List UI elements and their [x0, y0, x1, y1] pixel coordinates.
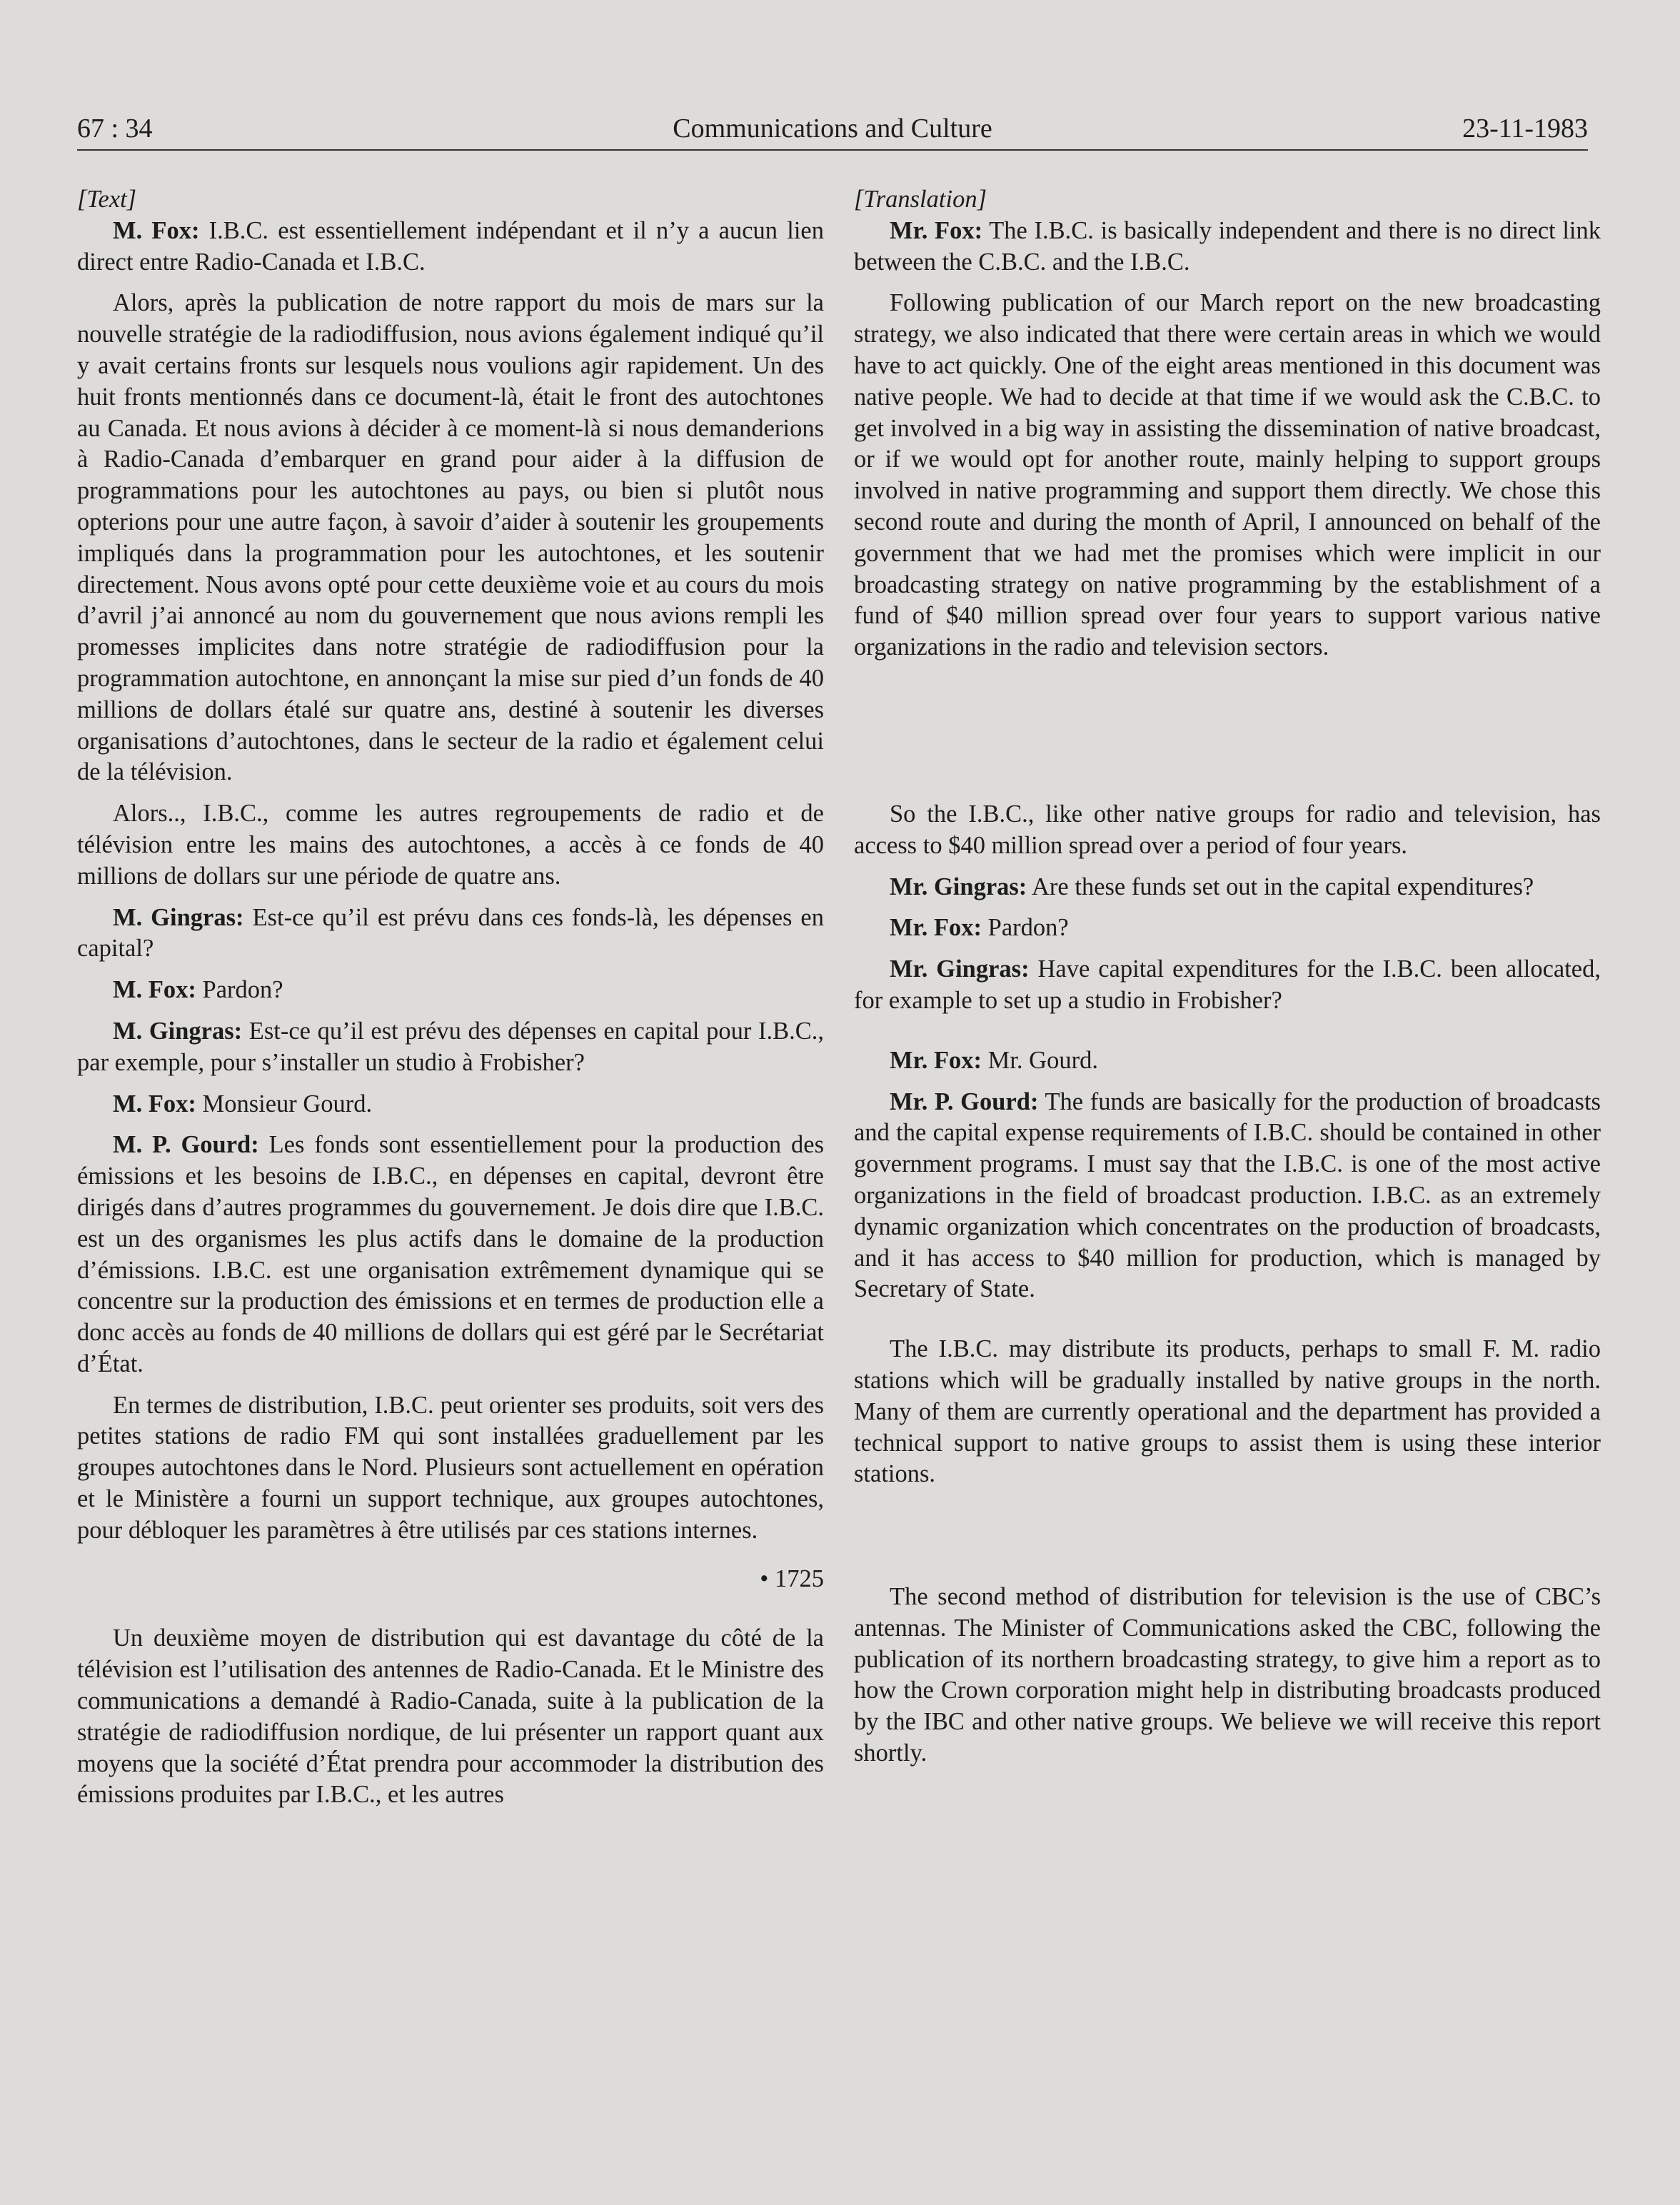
paragraph — [854, 872, 1601, 903]
speech-text: Est-ce qu’il est prévu dans ces fonds-là, les dépenses en capital? — [77, 903, 824, 963]
paragraph: En termes de distribution, I.B.C. peut orienter ses produits, soit vers des petites stations de radio FM qui sont installées graduellement par les groupes autochtones dans le Nord. Plusieurs sont actuellement en opération et le Ministère a fourni un support technique, aux groupes autochtones, pour débloquer les paramètres à être utilisés par ces stations internes. — [77, 1391, 824, 1544]
spacer — [854, 1017, 1601, 1035]
speaker-label: Mr. Fox: — [890, 914, 982, 942]
paragraph — [854, 913, 1601, 944]
speech-text: Mr. Gourd. — [982, 1046, 1098, 1074]
speaker-label: M. Gingras: — [113, 903, 244, 931]
header-rule — [77, 149, 1588, 151]
speech-text: The I.B.C. is basically independent and there is no direct link between the C.B.C. and the I.B.C. — [854, 216, 1601, 276]
page-title: Communications and Culture — [673, 114, 992, 144]
page-date: 23-11-1983 — [1462, 114, 1588, 144]
page-header — [77, 107, 1588, 150]
speaker-label: Mr. Gingras: — [890, 873, 1027, 900]
page-reference: 67 : 34 — [77, 114, 153, 144]
paragraph — [77, 1130, 824, 1380]
speaker-label: M. Gingras: — [113, 1017, 243, 1045]
text-tag: [Text] — [77, 186, 137, 213]
spacer — [854, 1305, 1601, 1324]
french-column — [77, 184, 824, 1811]
paragraph: Un deuxième moyen de distribution qui est davantage du côté de la télévision est l’utilisation des antennes de Radio-Canada. Et le Ministre des communications a demandé à Radio-Canada, suite à la publication de la stratégie de radiodiffusion nordique, de lui présenter un rapport quant aux moyens que la société d’État prendra pour accommoder la distribution des émissions produites par I.B.C., et les autres — [77, 1624, 824, 1809]
speaker-label: M. Fox: — [113, 216, 200, 244]
paragraph — [854, 216, 1601, 278]
paragraph — [77, 903, 824, 965]
speaker-label: M. Fox: — [113, 976, 196, 1004]
spacer — [77, 1594, 824, 1613]
speech-text: Pardon? — [982, 914, 1069, 942]
paragraph — [77, 1016, 824, 1079]
speech-text: Have capital expenditures for the I.B.C. been allocated, for example to set up a studio in Frobisher? — [854, 955, 1601, 1014]
speaker-label: Mr. Fox: — [890, 216, 983, 244]
spacer — [854, 663, 1601, 726]
speech-text: Monsieur Gourd. — [196, 1090, 373, 1117]
paragraph: Following publication of our March report on the new broadcasting strategy, we also indicated that there were certain areas in which we would have to act quickly. One of the eight areas mentioned in this document was native people. We had to decide at that time if we would ask the C.B.C. to get involved in a big way in assisting the dissemination of native broadcast, or if we would opt for another route, mainly helping to support groups involved in native programming and support them directly. We chose this second route and during the month of April, I announced on behalf of the government that we had met the promises which were implicit in our broadcasting strategy on native programming by the establishment of a fund of $40 million spread over four years to support various native organizations in the radio and television sectors. — [854, 289, 1601, 661]
speaker-label: M. Fox: — [113, 1090, 196, 1117]
speech-text: Est-ce qu’il est prévu des dépenses en capital pour I.B.C., par exemple, pour s’installer un studio à Frobisher? — [77, 1017, 824, 1076]
speech-text: Are these funds set out in the capital expenditures? — [1027, 873, 1534, 900]
speaker-label: Mr. P. Gourd: — [890, 1088, 1039, 1115]
paragraph: The I.B.C. may distribute its products, perhaps to small F. M. radio stations which will be gradually installed by native groups in the north. Many of them are currently operational and the department has provided a technical support to native groups to assist them is using these interior stations. — [854, 1335, 1601, 1488]
english-column — [854, 184, 1601, 1769]
speech-text: I.B.C. est essentiellement indépendant et il n’y a aucun lien direct entre Radio-Canada et I.B.C. — [77, 216, 824, 276]
speech-text: The funds are basically for the production of broadcasts and the capital expense requirements of I.B.C. should be contained in other government programs. I must say that the I.B.C. is one of the most active organizations in the field of broadcast production. I.B.C. as an extremely dynamic organization which concentrates on the production of broadcasts, and it has access to $40 million for production, which is managed by Secretary of State. — [854, 1088, 1601, 1303]
speaker-label: M. P. Gourd: — [113, 1131, 259, 1159]
speaker-label: Mr. Fox: — [890, 1046, 982, 1074]
paragraph — [854, 1087, 1601, 1306]
spacer — [854, 1490, 1601, 1553]
speaker-label: Mr. Gingras: — [890, 955, 1030, 983]
translation-tag: [Translation] — [854, 186, 987, 213]
spacer — [854, 726, 1601, 789]
paragraph — [77, 1089, 824, 1120]
speech-text: Pardon? — [196, 976, 283, 1004]
time-marker: • 1725 — [760, 1564, 824, 1592]
paragraph — [77, 216, 824, 278]
paragraph: Alors.., I.B.C., comme les autres regroupements de radio et de télévision entre les mains des autochtones, a accès à ce fonds de 40 millions de dollars sur une période de quatre ans. — [77, 800, 824, 890]
paragraph — [77, 975, 824, 1006]
paragraph: Alors, après la publication de notre rapport du mois de mars sur la nouvelle stratégie de la radiodiffusion, nous avions également indiqué qu’il y avait certains fronts sur lesquels nous voulions agir rapidement. Un des huit fronts mentionnés dans ce document-là, était le front des autochtones au Canada. Et nous avions à décider à ce moment-là si nous demanderions à Radio-Canada d’embarquer en grand pour aider à la diffusion de programmations pour les autochtones au pays, ou bien si plutôt nous opterions pour une autre façon, à savoir d’aider à soutenir les groupements impliqués dans la programmation pour les autochtones, et les soutenir directement. Nous avons opté pour cette deuxième voie et au cours du mois d’avril j’ai annoncé au nom du gouvernement que nous avions rempli les promesses implicites dans notre stratégie de radiodiffusion pour la programmation autochtone, en annonçant la mise sur pied d’un fonds de 40 millions de dollars étalé sur quatre ans, destiné à soutenir les diverses organisations d’autochtones, dans le secteur de la radio et également celui de la télévision. — [77, 289, 824, 786]
paragraph: The second method of distribution for television is the use of CBC’s antennas. The Minister of Communications asked the CBC, following the publication of its northern broadcasting strategy, to give him a report as to how the Crown corporation might help in distributing broadcasts produced by the IBC and other native groups. We believe we will receive this report shortly. — [854, 1583, 1601, 1767]
speech-text: Les fonds sont essentiellement pour la production des émissions et les besoins de I.B.C., en dépenses en capital, devront être dirigés dans d’autres programmes du gouvernement. Je dois dire que I.B.C. est un des organismes les plus actifs dans le domaine de la production d’émissions. I.B.C. est une organisation extrêmement dynamique qui se concentre sur la production des émissions et en termes de production elle a donc accès au fonds de 40 millions de dollars qui est géré par le Secrétariat d’État. — [77, 1131, 824, 1377]
spacer — [854, 1553, 1601, 1572]
paragraph: So the I.B.C., like other native groups for radio and television, has access to $40 million spread over a period of four years. — [854, 800, 1601, 859]
paragraph — [854, 1045, 1601, 1077]
paragraph — [854, 954, 1601, 1017]
